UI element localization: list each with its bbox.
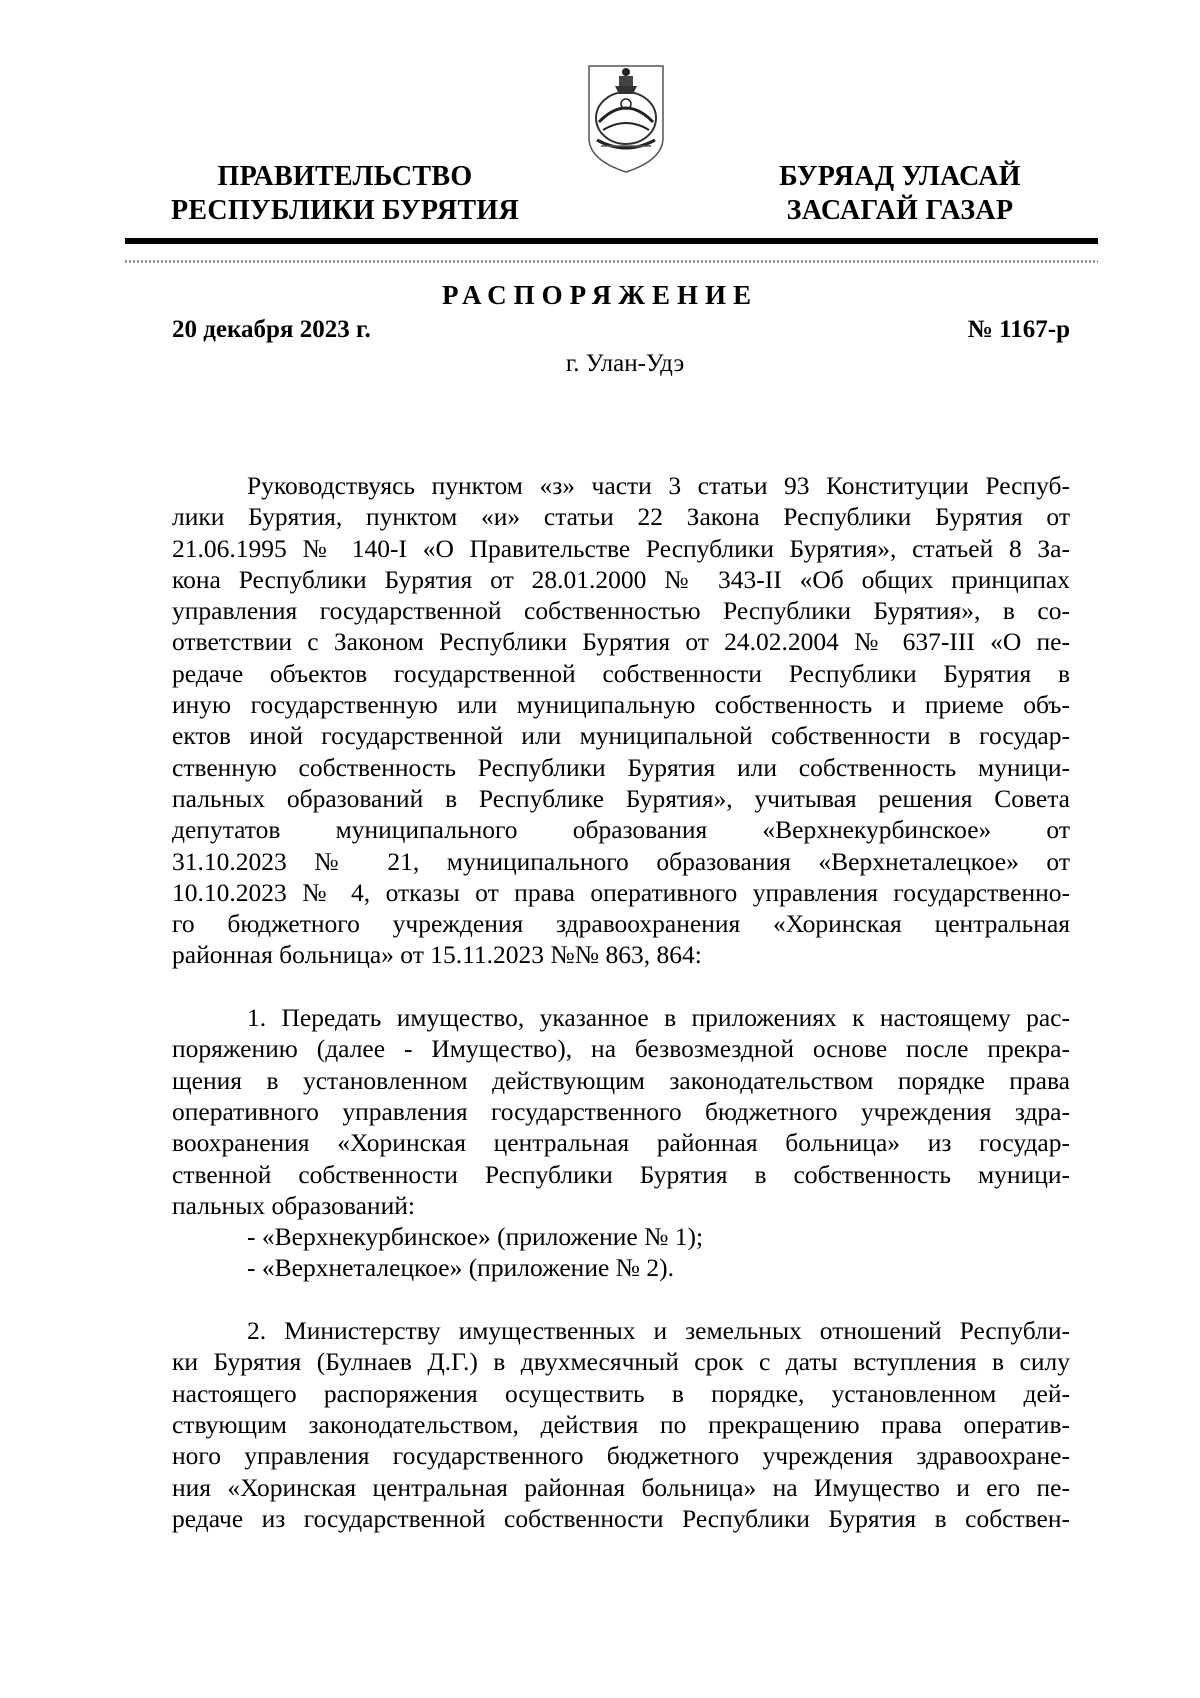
preamble-paragraph [172, 470, 1070, 971]
text-line: 1. Передать имущество, указанное в приложениях к настоящему рас- [247, 1003, 1070, 1033]
item-2-paragraph [172, 1315, 1070, 1534]
text-line: ния «Хоринская центральная районная больница» на Имущество и его пе- [172, 1472, 1070, 1502]
list-item: - «Верхнекурбинское» (приложение № 1); [247, 1222, 704, 1252]
issuer-line: ЗАСАГАЙ ГАЗАР [786, 195, 1014, 226]
coat-of-arms-icon [585, 56, 667, 176]
issuer-line: БУРЯАД УЛАСАЙ [779, 161, 1021, 192]
issuer-line: РЕСПУБЛИКИ БУРЯТИЯ [171, 195, 519, 226]
document-body [172, 470, 1070, 1534]
text-line: редаче из государственной собственности Республики Бурятия в собствен- [172, 1503, 1070, 1533]
text-line: кона Республики Бурятия от 28.01.2000 № 343-II «Об общих принципах [172, 564, 1070, 594]
text-line: ответствии с Законом Республики Бурятия от 24.02.2004 № 637-III «О пе- [172, 627, 1070, 657]
text-line: Руководствуясь пунктом «з» части 3 статьи 93 Конституции Респуб- [247, 471, 1070, 500]
text-line: ного управления государственного бюджетного учреждения здравоохране- [172, 1441, 1070, 1471]
header-divider-dotted [125, 260, 1098, 263]
text-line: воохранения «Хоринская центральная районная больница» из государ- [172, 1128, 1070, 1158]
text-line: щения в установленном действующим законодательством порядке права [172, 1065, 1070, 1095]
text-line: го бюджетного учреждения здравоохранения «Хоринская центральная [172, 909, 1070, 939]
document-number: № 1167-р [967, 316, 1070, 343]
text-line: иную государственную или муниципальную собственность и приеме объ- [172, 690, 1070, 720]
text-line: 10.10.2023 № 4, отказы от права оперативного управления государственно- [172, 877, 1070, 907]
text-line: управления государственной собственностью Республики Бурятия», в со- [172, 596, 1070, 626]
text-line: оперативного управления государственного бюджетного учреждения здра- [172, 1096, 1070, 1126]
document-date: 20 декабря 2023 г. [172, 316, 371, 343]
document-city: г. Улан-Удэ [565, 350, 685, 377]
list-item: - «Верхнеталецкое» (приложение № 2). [247, 1253, 674, 1283]
text-line: ственную собственность Республики Бурятия или собственность муници- [172, 752, 1070, 782]
text-line: 2. Министерству имущественных и земельных отношений Республи- [247, 1316, 1070, 1346]
text-line: ектов иной государственной или муниципальной собственности в государ- [172, 721, 1070, 751]
text-line: пальных образований в Республике Бурятия», учитывая решения Совета [172, 783, 1070, 813]
text-line: депутатов муниципального образования «Верхнекурбинское» от [172, 815, 1070, 845]
issuer-name-russian [150, 160, 540, 228]
text-line: 21.06.1995 № 140-I «О Правительстве Республики Бурятия», статьей 8 За- [172, 533, 1070, 563]
text-line: редаче объектов государственной собственности Республики Бурятия в [172, 658, 1070, 688]
text-line: ственной собственности Республики Бурятия в собственность муници- [172, 1159, 1070, 1189]
text-line: 31.10.2023 № 21, муниципального образования «Верхнеталецкое» от [172, 846, 1070, 876]
header-divider-thick [125, 238, 1098, 244]
text-line: пальных образований: [172, 1190, 415, 1220]
text-line: поряжению (далее - Имущество), на безвозмездной основе после прекра- [172, 1034, 1070, 1064]
text-line: районная больница» от 15.11.2023 №№ 863, 864: [172, 940, 702, 970]
item-1-paragraph [172, 1002, 1070, 1284]
text-line: настоящего распоряжения осуществить в порядке, установленном дей- [172, 1378, 1070, 1408]
text-line: лики Бурятия, пунктом «и» статьи 22 Закона Республики Бурятия от [172, 502, 1070, 532]
text-line: ки Бурятия (Булнаев Д.Г.) в двухмесячный срок с даты вступления в силу [172, 1347, 1070, 1377]
issuer-line: ПРАВИТЕЛЬСТВО [217, 161, 473, 192]
text-line: ствующим законодательством, действия по прекращению права оператив- [172, 1409, 1070, 1439]
paragraph-gap [172, 971, 1070, 1002]
paragraph-gap [172, 1284, 1070, 1315]
issuer-name-buryat [730, 160, 1070, 228]
document-type: РАСПОРЯЖЕНИЕ [441, 280, 759, 310]
